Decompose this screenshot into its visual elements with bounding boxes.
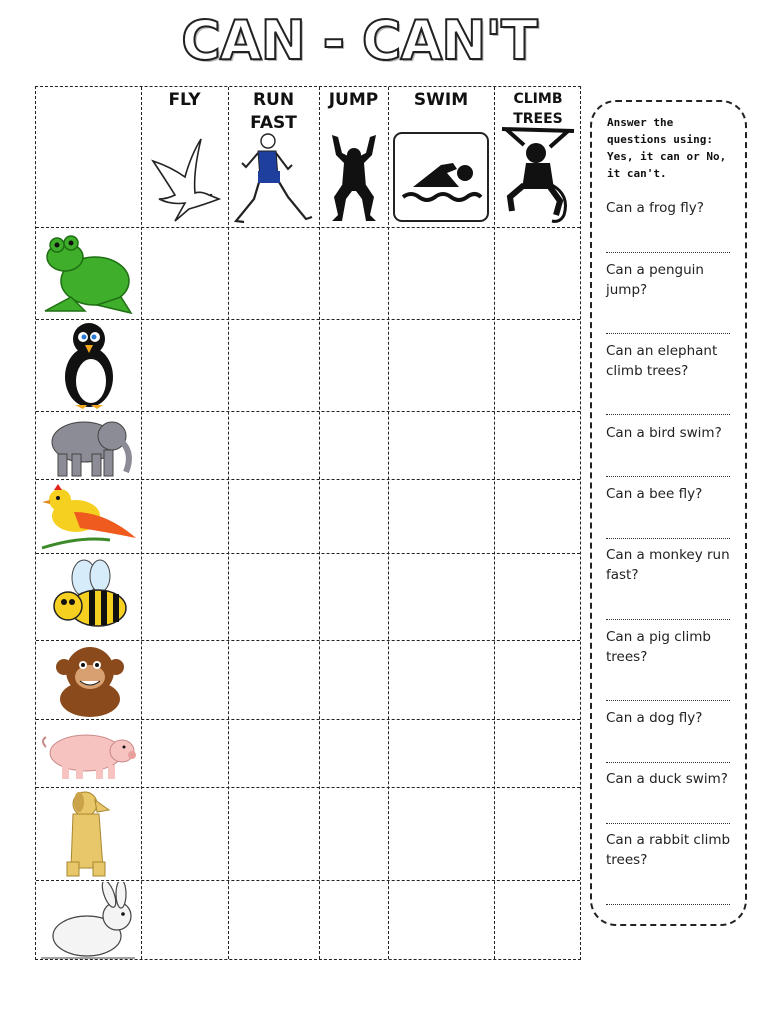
answer-line[interactable] xyxy=(606,823,730,824)
instructions-text: Answer the questions using: Yes, it can or No, it can't. xyxy=(607,116,727,180)
pig-icon xyxy=(36,720,141,787)
answer-line[interactable] xyxy=(606,333,730,334)
answer-line[interactable] xyxy=(606,619,730,620)
dove-icon xyxy=(141,133,228,225)
column-label: FLY xyxy=(168,90,201,110)
answer-line[interactable] xyxy=(606,904,730,905)
jumping-person-icon xyxy=(319,133,388,225)
column-header-fly xyxy=(141,87,228,227)
bird-icon xyxy=(36,480,141,553)
column-header-climb-trees xyxy=(494,87,582,227)
swimmer-icon xyxy=(388,131,494,225)
column-label: CLIMB TREES xyxy=(513,91,563,127)
question-text: Can a duck swim? xyxy=(606,771,728,787)
answer-line[interactable] xyxy=(606,700,730,701)
column-label: RUN FAST xyxy=(250,90,297,133)
column-label: SWIM xyxy=(413,90,469,110)
question-text: Can an elephant climb trees? xyxy=(606,343,718,379)
answer-line[interactable] xyxy=(606,476,730,477)
question-text: Can a bee fly? xyxy=(606,486,703,502)
answer-line[interactable] xyxy=(606,414,730,415)
column-header-run-fast xyxy=(228,87,319,227)
penguin-icon xyxy=(36,320,141,411)
column-label: JUMP xyxy=(328,90,379,110)
page-title: CAN - CAN'T xyxy=(181,9,537,72)
column-header-jump xyxy=(319,87,388,227)
question-panel xyxy=(590,100,747,926)
answer-line[interactable] xyxy=(606,762,730,763)
answer-line[interactable] xyxy=(606,538,730,539)
dog-icon xyxy=(36,788,141,880)
bee-icon xyxy=(36,554,141,640)
rabbit-icon xyxy=(36,881,141,961)
question-text: Can a dog fly? xyxy=(606,710,703,726)
column-header-swim xyxy=(388,87,494,227)
question-text: Can a rabbit climb trees? xyxy=(606,832,731,868)
elephant-icon xyxy=(36,412,141,479)
frog-icon xyxy=(36,228,141,319)
question-text: Can a bird swim? xyxy=(606,425,722,441)
question-text: Can a frog fly? xyxy=(606,200,704,216)
runner-icon xyxy=(228,133,319,225)
can-cant-grid xyxy=(35,86,581,960)
answer-line[interactable] xyxy=(606,252,730,253)
question-text: Can a monkey run fast? xyxy=(606,547,730,583)
monkey-icon xyxy=(36,641,141,719)
question-text: Can a pig climb trees? xyxy=(606,629,711,665)
monkey-climbing-icon xyxy=(494,125,582,225)
question-text: Can a penguin jump? xyxy=(606,262,704,298)
